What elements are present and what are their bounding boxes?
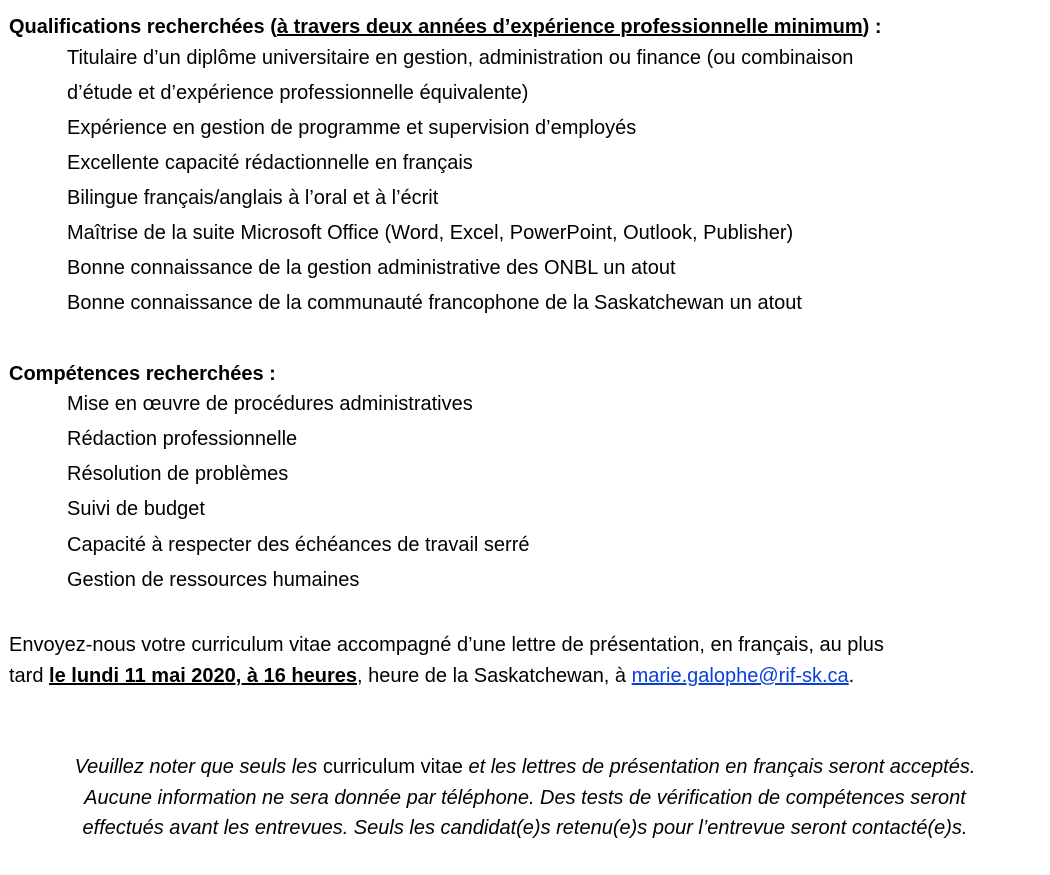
note-line-2-text: Aucune information ne sera donnée par téléphone. Des tests de vérification de compétences seront [84,787,966,809]
competence-item: Gestion de ressources humaines [67,569,360,591]
competences-heading: Compétences recherchées : [9,363,276,385]
note-line-3-text: effectués avant les entrevues. Seuls les candidat(e)s retenu(e)s pour l’entrevue seront contacté(e)s. [82,817,968,839]
qualifications-heading [9,15,882,39]
qualification-item: Excellente capacité rédactionnelle en français [67,152,473,174]
note-line-1-italic-a: Veuillez noter que seuls les [74,756,323,778]
qualification-item: Titulaire d’un diplôme universitaire en gestion, administration ou finance (ou combinaison [67,47,854,69]
application-deadline: le lundi 11 mai 2020, à 16 heures [49,665,357,687]
application-line-1: Envoyez-nous votre curriculum vitae accompagné d’une lettre de présentation, en français, au plus [9,634,884,656]
note-line-2 [0,786,1050,810]
competence-item: Suivi de budget [67,498,205,520]
note-line-1-italic-b: et les lettres de présentation en français seront acceptés. [462,756,976,778]
qualification-item: d’étude et d’expérience professionnelle équivalente) [67,82,529,104]
qualification-item: Maîtrise de la suite Microsoft Office (Word, Excel, PowerPoint, Outlook, Publisher) [67,222,794,244]
qualification-item: Expérience en gestion de programme et supervision d’employés [67,117,637,139]
qualification-item: Bilingue français/anglais à l’oral et à l’écrit [67,187,439,209]
note-line-3 [0,816,1050,840]
qualifications-heading-prefix: Qualifications recherchées ( [9,16,277,38]
competence-item: Résolution de problèmes [67,463,289,485]
application-line-2-end: . [848,665,855,687]
competence-item: Mise en œuvre de procédures administratives [67,393,473,415]
application-line-2-mid: , heure de la Saskatchewan, à [356,665,632,687]
qualification-item: Bonne connaissance de la gestion administrative des ONBL un atout [67,257,676,279]
qualifications-heading-underlined: à travers deux années d’expérience professionnelle minimum [276,16,863,38]
qualification-item: Bonne connaissance de la communauté francophone de la Saskatchewan un atout [67,292,802,314]
competence-item: Rédaction professionnelle [67,428,298,450]
application-line-2 [9,664,854,688]
note-line-1-regular: curriculum vitae [322,756,463,778]
qualifications-heading-suffix: ) : [862,16,882,38]
application-line-2-start: tard [9,665,50,687]
note-line-1 [0,755,1050,779]
competence-item: Capacité à respecter des échéances de travail serré [67,534,530,556]
email-link[interactable]: marie.galophe@rif-sk.ca [631,665,849,687]
